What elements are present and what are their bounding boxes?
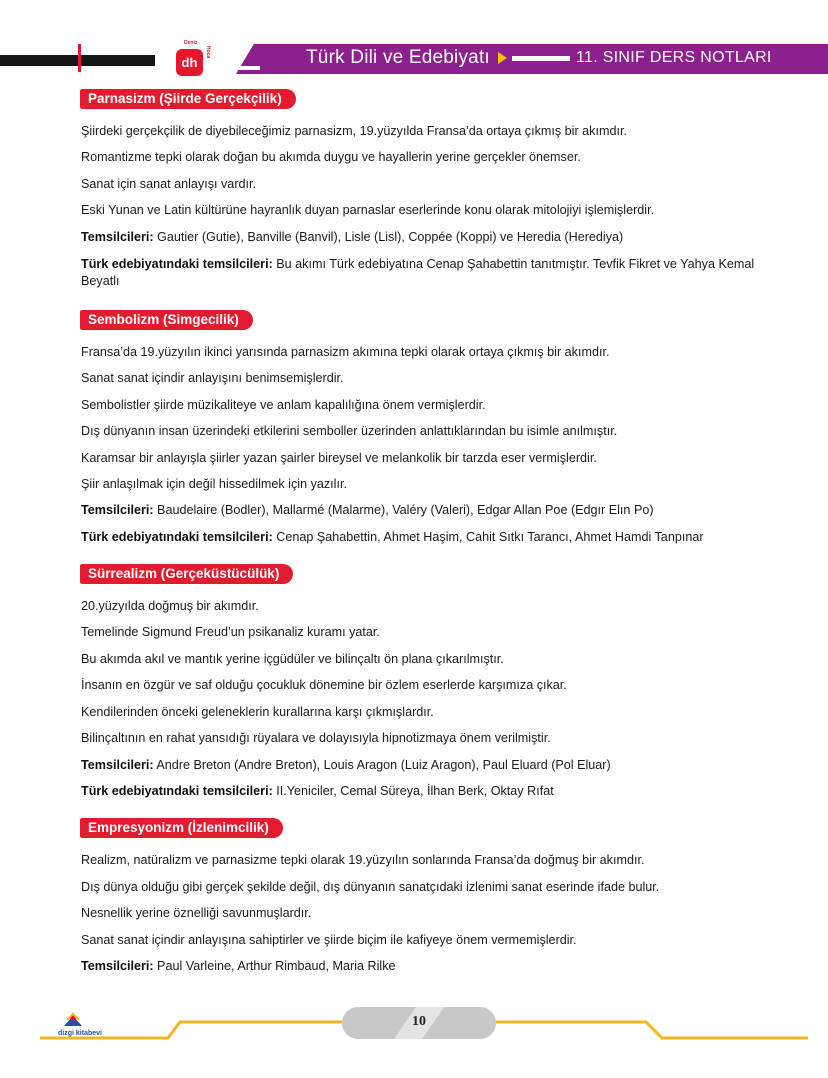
turkish-representatives-text: Cenap Şahabettin, Ahmet Haşim, Cahit Sıtkı Tarancı, Ahmet Hamdi Tanpınar <box>272 530 704 544</box>
turkish-representatives-text: Bu akımı Türk edebiyatına Cenap Şahabettin tanıtmıştır. Tevfik Fikret ve Yahya Kemal Beyatlı <box>81 257 755 288</box>
representatives-text: Paul Varleine, Arthur Rimbaud, Maria Rilke <box>153 959 396 973</box>
turkish-representatives-text: II.Yeniciler, Cemal Süreya, İlhan Berk, Oktay Rıfat <box>272 784 554 798</box>
body-line: Karamsar bir anlayışla şiirler yazan şairler bireysel ve melankolik bir tarzda eser vermişlerdir. <box>81 451 597 465</box>
publisher-logo-icon <box>62 1010 84 1028</box>
header-red-tick <box>78 44 81 72</box>
section-heading: Empresyonizm (İzlenimcilik) <box>80 818 283 838</box>
page-number: 10 <box>412 1014 426 1029</box>
representatives-label: Temsilcileri: <box>81 959 154 973</box>
header-underline <box>236 66 260 70</box>
turkish-representatives-label: Türk edebiyatındaki temsilcileri: <box>81 784 273 798</box>
body-line: 20.yüzyılda doğmuş bir akımdır. <box>81 599 259 613</box>
brand-logo: dh <box>176 49 203 76</box>
body-line: Bu akımda akıl ve mantık yerine içgüdüler ve bilinçaltı ön plana çıkarılmıştır. <box>81 652 504 666</box>
body-line: Fransa’da 19.yüzyılın ikinci yarısında parnasizm akımına tepki olarak ortaya çıkmış bir akımdır. <box>81 345 610 359</box>
turkish-representatives-line <box>81 256 771 290</box>
logo-top-text: Deniz <box>184 40 198 46</box>
representatives-line <box>81 958 771 975</box>
header-divider-line <box>512 56 570 61</box>
page-title: Türk Dili ve Edebiyatı <box>306 47 490 68</box>
turkish-representatives-line <box>81 783 771 800</box>
representatives-label: Temsilcileri: <box>81 503 154 517</box>
representatives-line <box>81 757 771 774</box>
representatives-label: Temsilcileri: <box>81 758 154 772</box>
turkish-representatives-line <box>81 529 771 546</box>
body-line: Sanat için sanat anlayışı vardır. <box>81 177 257 191</box>
body-line: Sembolistler şiirde müzikaliteye ve anlam kapalılığına önem vermişlerdir. <box>81 398 486 412</box>
logo-side-text: Hoca <box>205 46 211 59</box>
body-line: Nesnellik yerine öznelliği savunmuşlardır. <box>81 906 312 920</box>
body-line: Şiirdeki gerçekçilik de diyebileceğimiz parnasizm, 19.yüzyılda Fransa’da ortaya çıkmış bir akımdır. <box>81 124 627 138</box>
publisher-name: dizgi kitabevi <box>58 1030 102 1037</box>
body-line: Romantizme tepki olarak doğan bu akımda duygu ve hayallerin yerine gerçekler önemser. <box>81 150 581 164</box>
body-line: Kendilerinden önceki geleneklerin kurallarına karşı çıkmışlardır. <box>81 705 434 719</box>
body-line: Dış dünyanın insan üzerindeki etkilerini semboller üzerinden anlattıklarından bu isimle anılmıştır. <box>81 424 618 438</box>
turkish-representatives-label: Türk edebiyatındaki temsilcileri: <box>81 530 273 544</box>
body-line: Temelinde Sigmund Freud’un psikanaliz kuramı yatar. <box>81 625 380 639</box>
body-line: Bilinçaltının en rahat yansıdığı rüyalara ve dolayısıyla hipnotizmaya önem verilmiştir. <box>81 731 551 745</box>
body-line: Realizm, natüralizm ve parnasizme tepki olarak 19.yüzyılın sonlarında Fransa’da doğmuş bir akımdır. <box>81 853 645 867</box>
body-line: Sanat sanat içindir anlayışına sahiptirler ve şiirde biçim ile kafiyeye önem vermemişlerdir. <box>81 933 577 947</box>
body-line: Dış dünya olduğu gibi gerçek şekilde değil, dış dünyanın sanatçıdaki izlenimi sanat eserinde ifade bulur. <box>81 880 660 894</box>
representatives-line <box>81 229 771 246</box>
representatives-label: Temsilcileri: <box>81 230 154 244</box>
section-heading: Sürrealizm (Gerçeküstücülük) <box>80 564 293 584</box>
representatives-line <box>81 502 771 519</box>
page-subtitle: 11. SINIF DERS NOTLARI <box>576 49 772 66</box>
section-heading: Parnasizm (Şiirde Gerçekçilik) <box>80 89 296 109</box>
body-line: İnsanın en özgür ve saf olduğu çocukluk dönemine bir özlem eserlerde karşımıza çıkar. <box>81 678 567 692</box>
body-line: Şiir anlaşılmak için değil hissedilmek için yazılır. <box>81 477 347 491</box>
representatives-text: Baudelaire (Bodler), Mallarmé (Malarme), Valéry (Valeri), Edgar Allan Poe (Edgır Elın Po) <box>153 503 654 517</box>
section-heading: Sembolizm (Simgecilik) <box>80 310 253 330</box>
representatives-text: Gautier (Gutie), Banville (Banvil), Lisle (Lisl), Coppée (Koppi) ve Heredia (Herediya) <box>153 230 624 244</box>
body-line: Eski Yunan ve Latin kültürüne hayranlık duyan parnaslar eserlerinde konu olarak mitolojiyi işlemişlerdir. <box>81 203 655 217</box>
representatives-text: Andre Breton (Andre Breton), Louis Aragon (Luiz Aragon), Paul Eluard (Pol Eluar) <box>153 758 611 772</box>
body-line: Sanat sanat içindir anlayışını benimsemişlerdir. <box>81 371 344 385</box>
arrow-right-icon <box>498 52 507 64</box>
turkish-representatives-label: Türk edebiyatındaki temsilcileri: <box>81 257 273 271</box>
